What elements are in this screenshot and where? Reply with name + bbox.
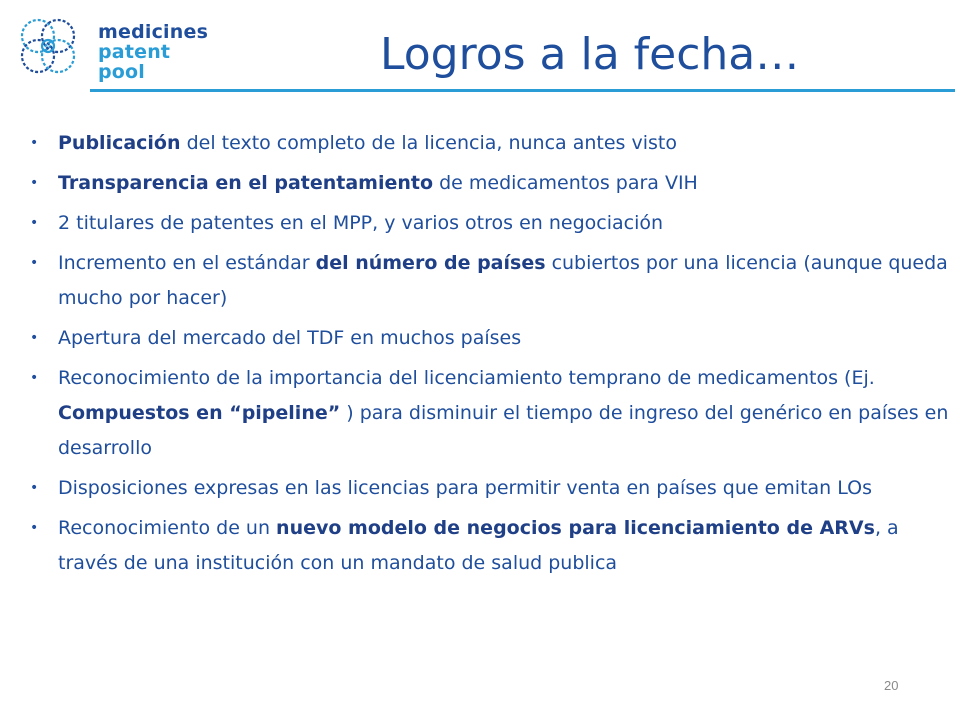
interlocking-circles-logo-icon [8, 8, 88, 88]
bullet-icon: • [30, 330, 39, 346]
bullet-item [30, 511, 950, 581]
bullet-icon: • [30, 520, 39, 536]
bullet-item [30, 246, 950, 316]
logo-word: patent [98, 41, 171, 63]
bullet-bold-text: nuevo modelo de negocios para licenciamiento de ARVs [276, 517, 875, 539]
bullet-text: Incremento en el estándar [58, 252, 316, 274]
bullet-bold-text: Compuestos en “pipeline” [58, 402, 341, 424]
bullet-text: Reconocimiento de la importancia del licenciamiento temprano de medicamentos (Ej. [58, 367, 875, 389]
logo-word: pool [98, 61, 146, 83]
bullet-text: de medicamentos para VIH [433, 172, 698, 194]
bullet-text: cubiertos por una licencia (aunque queda mucho por hacer) [58, 252, 948, 309]
bullet-item [30, 361, 950, 466]
bullet-bold-text: del número de países [315, 252, 546, 274]
bullet-item [30, 126, 950, 161]
bullet-text: Apertura del mercado del TDF en muchos países [58, 327, 522, 349]
bullet-bold-text: Publicación [58, 132, 181, 154]
bullet-item [30, 471, 950, 506]
bullet-icon: • [30, 480, 39, 496]
bullet-bold-text: Transparencia en el patentamiento [58, 172, 434, 194]
bullet-text: , a través de una institución con un mandato de salud publica [58, 517, 899, 574]
bullet-text: Reconocimiento de un [58, 517, 277, 539]
bullet-icon: • [30, 215, 39, 231]
bullet-item [30, 321, 950, 356]
bullet-icon: • [30, 175, 39, 191]
bullet-icon: • [30, 255, 39, 271]
bullet-icon: • [30, 370, 39, 386]
logo [8, 8, 308, 98]
header-rule [90, 89, 955, 92]
bullet-item [30, 206, 950, 241]
slide-title: Logros a la fecha… [380, 29, 800, 80]
bullet-text: del texto completo de la licencia, nunca antes visto [180, 132, 677, 154]
bullet-list [30, 126, 950, 586]
logo-word: medicines [98, 21, 209, 43]
page-number: 20 [884, 678, 899, 693]
bullet-text: Disposiciones expresas en las licencias para permitir venta en países que emitan LOs [58, 477, 873, 499]
bullet-text: 2 titulares de patentes en el MPP, y varios otros en negociación [58, 212, 664, 234]
bullet-text: ) para disminuir el tiempo de ingreso del genérico en países en desarrollo [58, 402, 949, 459]
bullet-icon: • [30, 135, 39, 151]
logo-text [98, 22, 208, 82]
bullet-item [30, 166, 950, 201]
